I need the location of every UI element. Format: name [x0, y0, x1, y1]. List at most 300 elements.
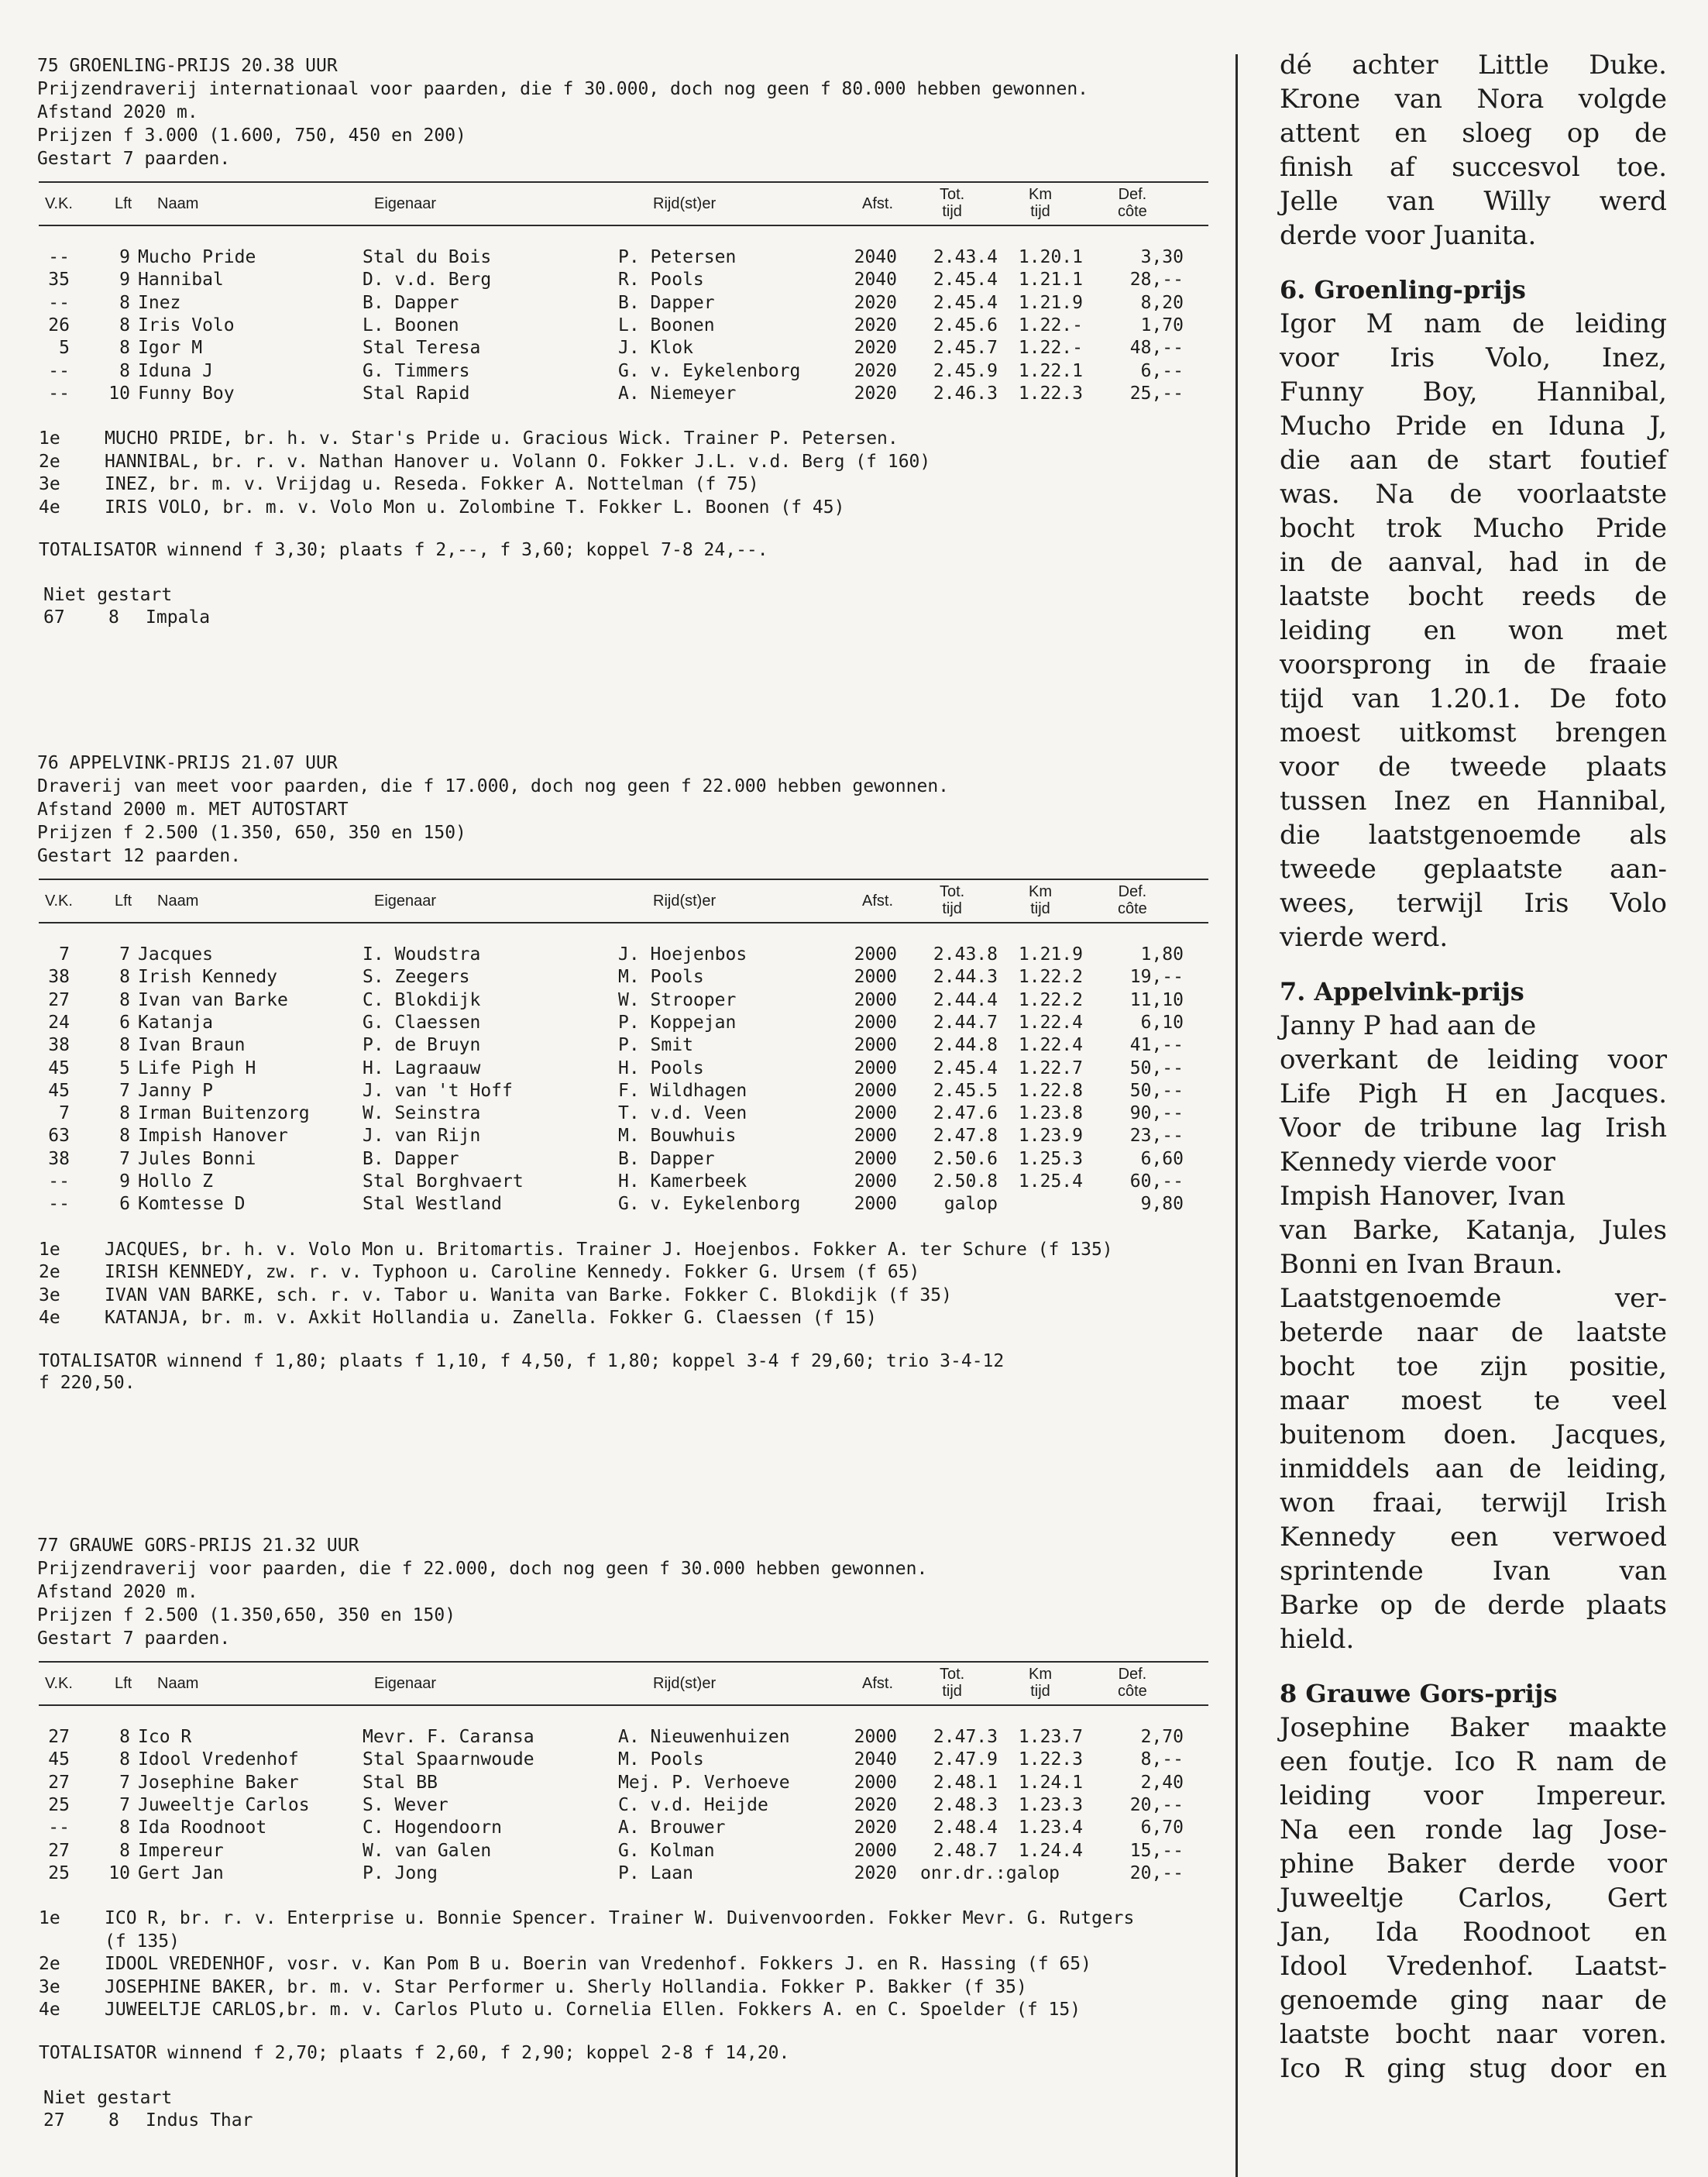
cell-tot: 2.48.7 [933, 1840, 998, 1861]
cell-vk: 7 [59, 944, 70, 965]
race-title: 76 APPELVINK-PRIJS 21.07 UUR [37, 753, 338, 773]
placing-details: MUCHO PRIDE, br. h. v. Star's Pride u. Gracious Wick. Trainer P. Petersen. [105, 428, 899, 449]
cell-km: 1.23.9 [1018, 1126, 1083, 1147]
cell-rijder: J. Klok [618, 338, 693, 359]
totalisator-line: TOTALISATOR winnend f 3,30; plaats f 2,--, f 3,60; koppel 7-8 24,--. [39, 540, 768, 561]
column-header-naam: Naam [157, 892, 199, 910]
placing-rank: 4e [39, 2000, 60, 2021]
cell-def: 3,30 [1140, 247, 1184, 267]
cell-km: 1.22.2 [1018, 989, 1083, 1010]
placing-details: KATANJA, br. m. v. Axkit Hollandia u. Zanella. Fokker G. Claessen (f 15) [105, 1308, 877, 1329]
section-heading: 7. Appelvink-prijs [1280, 977, 1524, 1006]
cell-afst: 2000 [854, 1727, 897, 1747]
cell-tot: onr.dr.:galop [920, 1862, 1060, 1883]
cell-tot: 2.50.8 [933, 1171, 998, 1192]
cell-lft: 7 [119, 1794, 130, 1815]
cell-naam: Gert Jan [138, 1862, 224, 1883]
cell-vk: 35 [48, 270, 70, 291]
cell-rijder: A. Nieuwenhuizen [618, 1727, 790, 1747]
cell-vk: -- [48, 247, 70, 267]
cell-vk: -- [48, 292, 70, 313]
cell-rijder: G. Kolman [618, 1840, 715, 1861]
cell-rijder: A. Niemeyer [618, 383, 737, 404]
cell-rijder: M. Bouwhuis [618, 1126, 737, 1147]
cell-naam: Jacques [138, 944, 213, 965]
cell-def: 8,20 [1140, 292, 1184, 313]
placing-details: HANNIBAL, br. r. v. Nathan Hanover u. Volann O. Fokker J.L. v.d. Berg (f 160) [105, 451, 931, 472]
cell-eigenaar: P. de Bruyn [363, 1035, 481, 1056]
cell-vk: -- [48, 383, 70, 404]
report-line: Life Pigh H en Jacques. [1280, 1078, 1667, 1109]
race-conditions-line: Prijzen f 3.000 (1.600, 750, 450 en 200) [37, 126, 466, 146]
cell-naam: Katanja [138, 1012, 213, 1033]
column-header-def: Def. côte [1118, 883, 1147, 917]
cell-lft: 9 [119, 1171, 130, 1192]
cell-eigenaar: L. Boonen [363, 315, 459, 335]
cell-eigenaar: S. Zeegers [363, 967, 470, 988]
race-conditions-line: Gestart 12 paarden. [37, 846, 242, 866]
cell-rijder: G. v. Eykelenborg [618, 360, 801, 381]
column-header-naam: Naam [157, 1675, 199, 1692]
table-rule-bottom [39, 225, 1208, 226]
report-line: laatste bocht naar voren. [1280, 2019, 1667, 2050]
race-conditions-line: Draverij van meet voor paarden, die f 17.000, doch nog geen f 22.000 hebben gewonnen. [37, 776, 950, 796]
cell-lft: 7 [119, 1148, 130, 1169]
cell-afst: 2000 [854, 1058, 897, 1078]
placing-rank: 3e [39, 474, 60, 495]
report-line: dé achter Little Duke. [1280, 50, 1667, 81]
report-line: Voor de tribune lag Irish [1280, 1113, 1667, 1144]
cell-vk: 25 [48, 1794, 70, 1815]
cell-tot: 2.47.9 [933, 1749, 998, 1770]
cell-tot: 2.47.8 [933, 1126, 998, 1147]
cell-lft: 8 [119, 989, 130, 1010]
cell-def: 11,10 [1129, 989, 1184, 1010]
cell-eigenaar: B. Dapper [363, 1148, 459, 1169]
cell-vk: 63 [48, 1126, 70, 1147]
cell-vk: -- [48, 360, 70, 381]
cell-rijder: L. Boonen [618, 315, 715, 335]
cell-km: 1.22.3 [1018, 383, 1083, 404]
cell-lft: 8 [119, 315, 130, 335]
report-line: moest uitkomst brengen [1280, 717, 1667, 748]
cell-vk: 67 [43, 607, 65, 628]
placing-rank: 3e [39, 1976, 60, 1997]
cell-tot: 2.48.1 [933, 1772, 998, 1793]
column-header-tot: Tot. tijd [940, 1666, 965, 1700]
placing-details: IVAN VAN BARKE, sch. r. v. Tabor u. Wanita van Barke. Fokker C. Blokdijk (f 35) [105, 1285, 952, 1305]
cell-afst: 2000 [854, 1080, 897, 1101]
cell-rijder: M. Pools [618, 1749, 704, 1770]
cell-tot: 2.45.4 [933, 1058, 998, 1078]
placing-rank: 1e [39, 428, 60, 449]
report-line: bocht toe zijn positie, [1280, 1351, 1667, 1382]
cell-afst: 2000 [854, 1126, 897, 1147]
cell-naam: Life Pigh H [138, 1058, 256, 1078]
cell-eigenaar: H. Lagraauw [363, 1058, 481, 1078]
cell-eigenaar: B. Dapper [363, 292, 459, 313]
cell-eigenaar: G. Claessen [363, 1012, 481, 1033]
cell-eigenaar: Stal du Bois [363, 247, 492, 267]
report-line: won fraai, terwijl Irish [1280, 1487, 1667, 1518]
cell-rijder: J. Hoejenbos [618, 944, 747, 965]
race-conditions-line: Gestart 7 paarden. [37, 1628, 231, 1649]
cell-km: 1.25.4 [1018, 1171, 1083, 1192]
placing-details: (f 135) [105, 1931, 180, 1952]
cell-tot: 2.44.7 [933, 1012, 998, 1033]
report-line: die laatstgenoemde als [1280, 820, 1667, 851]
report-line: vierde werd. [1280, 922, 1449, 953]
column-header-naam: Naam [157, 195, 199, 212]
cell-eigenaar: Stal Teresa [363, 338, 481, 359]
report-line: Kennedy een verwoed [1280, 1522, 1667, 1553]
table-rule-bottom [39, 922, 1208, 923]
cell-km: 1.24.1 [1018, 1772, 1083, 1793]
cell-naam: Ico R [138, 1727, 192, 1747]
column-header-afst: Afst. [862, 195, 894, 212]
report-line: Na een ronde lag Jose- [1280, 1814, 1667, 1845]
cell-rijder: T. v.d. Veen [618, 1103, 747, 1124]
cell-def: 2,40 [1140, 1772, 1184, 1793]
column-header-lft: Lft [115, 892, 132, 910]
column-header-afst: Afst. [862, 892, 894, 910]
cell-tot: 2.45.6 [933, 315, 998, 335]
report-line: maar moest te veel [1280, 1385, 1667, 1416]
cell-tot: 2.44.4 [933, 989, 998, 1010]
cell-def: 25,-- [1129, 383, 1184, 404]
cell-lft: 8 [119, 1126, 130, 1147]
report-line: tussen Inez en Hannibal, [1280, 786, 1667, 817]
cell-lft: 5 [119, 1058, 130, 1078]
cell-tot: 2.44.8 [933, 1035, 998, 1056]
cell-def: 1,80 [1140, 944, 1184, 965]
cell-tot: 2.48.4 [933, 1818, 998, 1838]
cell-rijder: C. v.d. Heijde [618, 1794, 768, 1815]
cell-eigenaar: J. van 't Hoff [363, 1080, 513, 1101]
column-header-rijder: Rijd(st)er [653, 1675, 717, 1692]
cell-lft: 7 [119, 944, 130, 965]
cell-naam: Idool Vredenhof [138, 1749, 299, 1770]
cell-rijder: F. Wildhagen [618, 1080, 747, 1101]
report-line: wees, terwijl Iris Volo [1280, 888, 1667, 919]
cell-def: 50,-- [1129, 1080, 1184, 1101]
column-header-lft: Lft [115, 1675, 132, 1692]
cell-naam: Hollo Z [138, 1171, 213, 1192]
column-header-lft: Lft [115, 195, 132, 212]
report-line: Barke op de derde plaats [1280, 1590, 1667, 1621]
cell-afst: 2040 [854, 270, 897, 291]
report-line: bocht trok Mucho Pride [1280, 513, 1667, 544]
cell-def: 6,10 [1140, 1012, 1184, 1033]
cell-rijder: H. Kamerbeek [618, 1171, 747, 1192]
cell-def: 9,80 [1140, 1194, 1184, 1215]
cell-afst: 2000 [854, 1012, 897, 1033]
cell-afst: 2000 [854, 989, 897, 1010]
cell-def: 48,-- [1129, 338, 1184, 359]
cell-afst: 2020 [854, 1794, 897, 1815]
cell-vk: 38 [48, 967, 70, 988]
cell-vk: 27 [48, 1772, 70, 1793]
race-title: 75 GROENLING-PRIJS 20.38 UUR [37, 56, 338, 76]
column-header-km: Km tijd [1029, 1666, 1052, 1700]
column-header-afst: Afst. [862, 1675, 894, 1692]
cell-rijder: P. Petersen [618, 247, 737, 267]
cell-lft: 8 [119, 1035, 130, 1056]
cell-naam: Iduna J [138, 360, 213, 381]
cell-afst: 2020 [854, 1862, 897, 1883]
cell-tot: 2.43.8 [933, 944, 998, 965]
cell-eigenaar: G. Timmers [363, 360, 470, 381]
cell-afst: 2040 [854, 247, 897, 267]
cell-vk: 27 [48, 989, 70, 1010]
column-header-eigenaar: Eigenaar [374, 1675, 437, 1692]
cell-rijder: A. Brouwer [618, 1818, 726, 1838]
report-line: laatste bocht reeds de [1280, 581, 1667, 612]
column-header-eigenaar: Eigenaar [374, 892, 437, 910]
cell-lft: 9 [119, 247, 130, 267]
cell-naam: Indus Thar [146, 2110, 253, 2131]
placing-details: JACQUES, br. h. v. Volo Mon u. Britomartis. Trainer J. Hoejenbos. Fokker A. ter Schure (f 135) [105, 1239, 1113, 1260]
section-heading: 8 Grauwe Gors-prijs [1280, 1679, 1558, 1708]
table-rule-bottom [39, 1704, 1208, 1706]
race-conditions-line: Prijzendraverij internationaal voor paarden, die f 30.000, doch nog geen f 80.000 hebben gewonnen. [37, 79, 1089, 99]
cell-lft: 8 [108, 2110, 119, 2131]
cell-rijder: R. Pools [618, 270, 704, 291]
cell-tot: 2.46.3 [933, 383, 998, 404]
report-line: Funny Boy, Hannibal, [1280, 377, 1667, 408]
cell-eigenaar: S. Wever [363, 1794, 448, 1815]
cell-km: 1.21.1 [1018, 270, 1083, 291]
cell-rijder: M. Pools [618, 967, 704, 988]
cell-rijder: B. Dapper [618, 292, 715, 313]
report-line: buitenom doen. Jacques, [1280, 1419, 1667, 1450]
cell-lft: 9 [119, 270, 130, 291]
totalisator-line: TOTALISATOR winnend f 1,80; plaats f 1,10, f 4,50, f 1,80; koppel 3-4 f 29,60; trio 3-4-12 [39, 1350, 1005, 1371]
cell-naam: Mucho Pride [138, 247, 256, 267]
cell-tot: 2.44.3 [933, 967, 998, 988]
cell-lft: 7 [119, 1080, 130, 1101]
cell-eigenaar: Stal BB [363, 1772, 438, 1793]
cell-afst: 2020 [854, 338, 897, 359]
cell-def: 6,-- [1140, 360, 1184, 381]
not-started-label: Niet gestart [43, 585, 173, 606]
report-line: Bonni en Ivan Braun. [1280, 1249, 1563, 1280]
section-gap [1280, 954, 1667, 975]
cell-def: 15,-- [1129, 1840, 1184, 1861]
cell-eigenaar: P. Jong [363, 1862, 438, 1883]
cell-eigenaar: Stal Westland [363, 1194, 503, 1215]
column-header-vk: V.K. [45, 892, 73, 910]
race-title: 77 GRAUWE GORS-PRIJS 21.32 UUR [37, 1536, 359, 1556]
cell-lft: 8 [119, 967, 130, 988]
report-line: Janny P had aan de [1280, 1010, 1537, 1041]
cell-afst: 2000 [854, 1194, 897, 1215]
cell-vk: 7 [59, 1103, 70, 1124]
table-rule-top [39, 879, 1208, 880]
cell-afst: 2000 [854, 1148, 897, 1169]
cell-afst: 2040 [854, 1749, 897, 1770]
placing-rank: 1e [39, 1908, 60, 1929]
cell-naam: Juweeltje Carlos [138, 1794, 310, 1815]
cell-km: 1.22.3 [1018, 1749, 1083, 1770]
column-header-rijder: Rijd(st)er [653, 195, 717, 212]
cell-tot: 2.48.3 [933, 1794, 998, 1815]
cell-naam: Igor M [138, 338, 203, 359]
cell-vk: 5 [59, 338, 70, 359]
report-line: Idool Vredenhof. Laatst- [1280, 1951, 1667, 1982]
race-conditions-line: Afstand 2020 m. [37, 1582, 198, 1602]
cell-km: 1.22.2 [1018, 967, 1083, 988]
cell-km: 1.22.1 [1018, 360, 1083, 381]
cell-km: 1.23.7 [1018, 1727, 1083, 1747]
report-line: leiding en won met [1280, 615, 1667, 646]
race-conditions-line: Gestart 7 paarden. [37, 149, 231, 169]
cell-km: 1.21.9 [1018, 292, 1083, 313]
cell-lft: 8 [119, 1840, 130, 1861]
placing-details: JOSEPHINE BAKER, br. m. v. Star Performer u. Sherly Hollandia. Fokker P. Bakker (f 35) [105, 1976, 1027, 1997]
report-line: leiding voor Impereur. [1280, 1780, 1667, 1811]
cell-eigenaar: Stal Borghvaert [363, 1171, 524, 1192]
cell-km: 1.22.4 [1018, 1035, 1083, 1056]
report-line: phine Baker derde voor [1280, 1849, 1667, 1880]
cell-afst: 2000 [854, 1103, 897, 1124]
report-line: Juweeltje Carlos, Gert [1280, 1883, 1667, 1914]
section-gap [1280, 1656, 1667, 1677]
cell-tot: 2.45.4 [933, 292, 998, 313]
race-conditions-line: Prijzendraverij voor paarden, die f 22.000, doch nog geen f 30.000 hebben gewonnen. [37, 1559, 928, 1579]
report-line: sprintende Ivan van [1280, 1556, 1667, 1587]
cell-eigenaar: Stal Rapid [363, 383, 470, 404]
race-conditions-line: Afstand 2000 m. MET AUTOSTART [37, 800, 349, 820]
cell-rijder: P. Smit [618, 1035, 693, 1056]
cell-def: 28,-- [1129, 270, 1184, 291]
cell-lft: 8 [119, 360, 130, 381]
cell-naam: Komtesse D [138, 1194, 246, 1215]
report-line: voor de tweede plaats [1280, 751, 1667, 782]
cell-def: 2,70 [1140, 1727, 1184, 1747]
column-header-tot: Tot. tijd [940, 186, 965, 220]
placing-rank: 4e [39, 497, 60, 518]
report-line: die aan de start foutief [1280, 445, 1667, 476]
cell-lft: 8 [119, 1103, 130, 1124]
column-header-km: Km tijd [1029, 186, 1052, 220]
placing-rank: 2e [39, 451, 60, 472]
cell-eigenaar: I. Woudstra [363, 944, 481, 965]
placing-details: INEZ, br. m. v. Vrijdag u. Reseda. Fokker A. Nottelman (f 75) [105, 474, 759, 495]
cell-rijder: P. Koppejan [618, 1012, 737, 1033]
report-line: derde voor Juanita. [1280, 220, 1537, 251]
placing-rank: 2e [39, 1954, 60, 1975]
cell-naam: Hannibal [138, 270, 224, 291]
cell-tot: 2.43.4 [933, 247, 998, 267]
cell-eigenaar: J. van Rijn [363, 1126, 481, 1147]
report-line: Impish Hanover, Ivan [1280, 1181, 1566, 1212]
report-line: Igor M nam de leiding [1280, 308, 1667, 339]
report-line: inmiddels aan de leiding, [1280, 1453, 1667, 1484]
cell-naam: Irish Kennedy [138, 967, 278, 988]
cell-vk: 27 [43, 2110, 65, 2131]
cell-def: 19,-- [1129, 967, 1184, 988]
cell-rijder: W. Strooper [618, 989, 737, 1010]
report-line: van Barke, Katanja, Jules [1280, 1215, 1667, 1246]
cell-vk: 38 [48, 1035, 70, 1056]
table-rule-top [39, 1661, 1208, 1663]
cell-def: 23,-- [1129, 1126, 1184, 1147]
cell-afst: 2000 [854, 1772, 897, 1793]
cell-def: 60,-- [1129, 1171, 1184, 1192]
cell-afst: 2000 [854, 967, 897, 988]
cell-lft: 6 [119, 1194, 130, 1215]
cell-eigenaar: D. v.d. Berg [363, 270, 492, 291]
totalisator-line: TOTALISATOR winnend f 2,70; plaats f 2,60, f 2,90; koppel 2-8 f 14,20. [39, 2042, 790, 2063]
column-header-tot: Tot. tijd [940, 883, 965, 917]
report-line: Krone van Nora volgde [1280, 84, 1667, 115]
cell-naam: Janny P [138, 1080, 213, 1101]
cell-tot: 2.45.9 [933, 360, 998, 381]
cell-km: 1.22.7 [1018, 1058, 1083, 1078]
cell-afst: 2020 [854, 292, 897, 313]
cell-def: 41,-- [1129, 1035, 1184, 1056]
cell-afst: 2020 [854, 360, 897, 381]
cell-tot: 2.47.3 [933, 1727, 998, 1747]
report-line: tijd van 1.20.1. De foto [1280, 683, 1667, 714]
cell-tot: 2.45.5 [933, 1080, 998, 1101]
cell-km: 1.23.3 [1018, 1794, 1083, 1815]
report-line: beterde naar de laatste [1280, 1317, 1667, 1348]
placing-details: ICO R, br. r. v. Enterprise u. Bonnie Spencer. Trainer W. Duivenvoorden. Fokker Mevr. G. Rutgers [105, 1908, 1135, 1929]
report-line: hield. [1280, 1624, 1355, 1655]
cell-tot: 2.47.6 [933, 1103, 998, 1124]
cell-lft: 8 [108, 607, 119, 628]
cell-lft: 8 [119, 1727, 130, 1747]
cell-rijder: P. Laan [618, 1862, 693, 1883]
cell-naam: Ida Roodnoot [138, 1818, 267, 1838]
placing-details: IDOOL VREDENHOF, vosr. v. Kan Pom B u. Boerin van Vredenhof. Fokkers J. en R. Hassing (f 65) [105, 1954, 1091, 1975]
cell-tot: 2.50.6 [933, 1148, 998, 1169]
cell-vk: -- [48, 1194, 70, 1215]
cell-tot: 2.45.4 [933, 270, 998, 291]
cell-eigenaar: Stal Spaarnwoude [363, 1749, 534, 1770]
cell-vk: -- [48, 1818, 70, 1838]
cell-vk: 25 [48, 1862, 70, 1883]
cell-afst: 2000 [854, 1171, 897, 1192]
cell-naam: Josephine Baker [138, 1772, 299, 1793]
cell-afst: 2020 [854, 383, 897, 404]
cell-naam: Jules Bonni [138, 1148, 256, 1169]
placing-rank: 1e [39, 1239, 60, 1260]
cell-naam: Ivan van Barke [138, 989, 288, 1010]
cell-rijder: H. Pools [618, 1058, 704, 1078]
cell-def: 6,70 [1140, 1818, 1184, 1838]
column-header-def: Def. côte [1118, 186, 1147, 220]
cell-km: 1.22.- [1018, 315, 1083, 335]
section-gap [1280, 253, 1667, 273]
cell-eigenaar: C. Hogendoorn [363, 1818, 503, 1838]
cell-km: 1.24.4 [1018, 1840, 1083, 1861]
placing-rank: 2e [39, 1262, 60, 1283]
cell-km: 1.22.8 [1018, 1080, 1083, 1101]
cell-km: 1.25.3 [1018, 1148, 1083, 1169]
report-line: Jelle van Willy werd [1280, 186, 1667, 217]
report-line: in de aanval, had in de [1280, 547, 1667, 578]
cell-afst: 2020 [854, 315, 897, 335]
column-divider [1235, 54, 1238, 2177]
cell-km: 1.23.4 [1018, 1818, 1083, 1838]
cell-vk: 45 [48, 1749, 70, 1770]
report-line: Josephine Baker maakte [1280, 1712, 1667, 1743]
report-line: Mucho Pride en Iduna J, [1280, 411, 1667, 442]
placing-details: IRISH KENNEDY, zw. r. v. Typhoon u. Caroline Kennedy. Fokker G. Ursem (f 65) [105, 1262, 920, 1283]
